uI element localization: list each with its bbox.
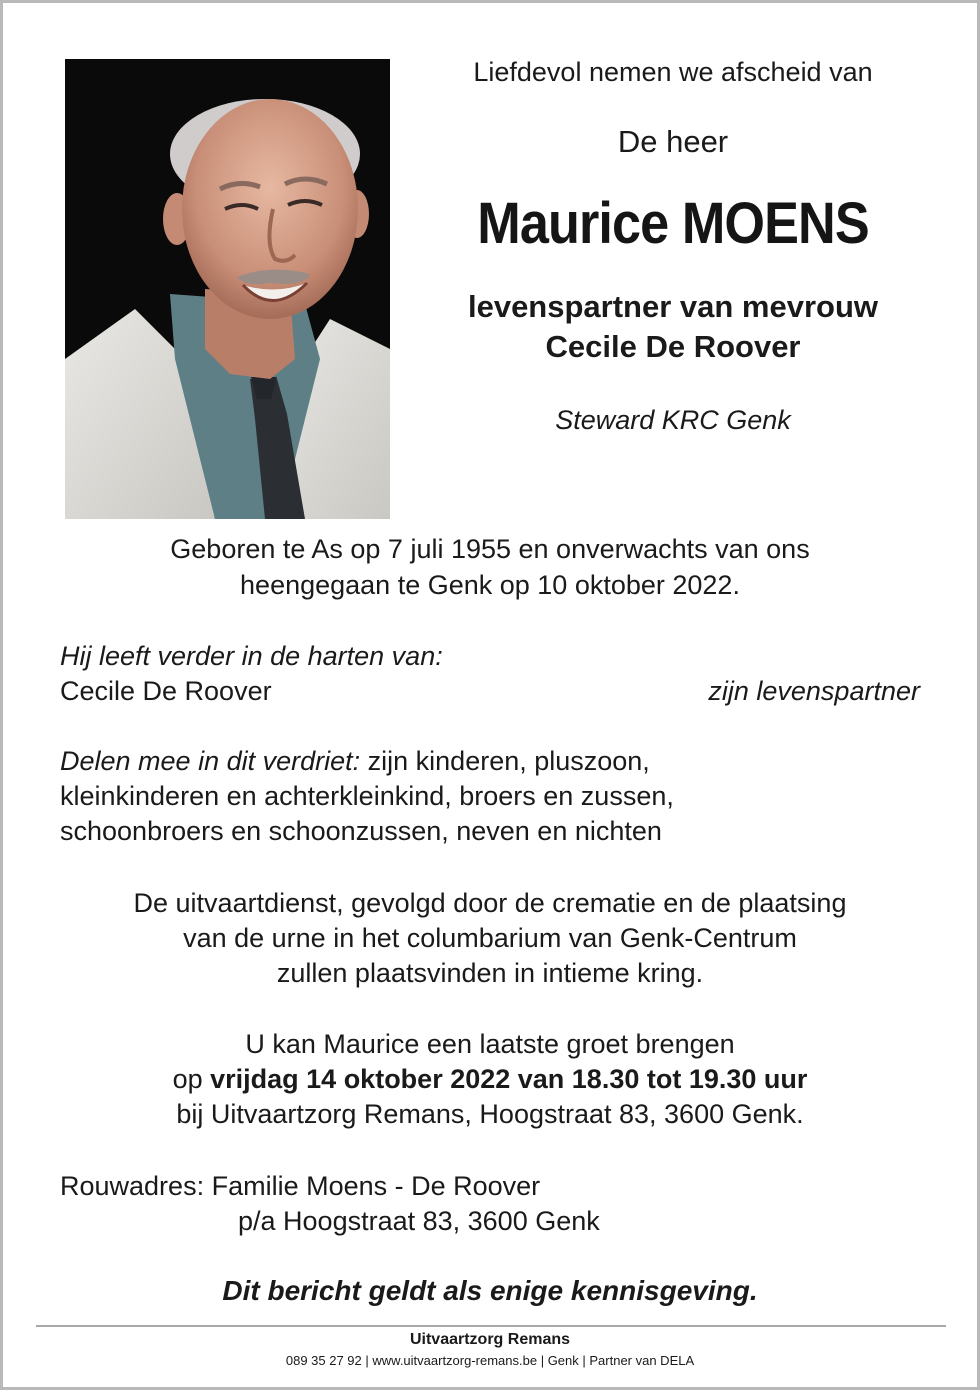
partner-line-1: levenspartner van mevrouw: [467, 289, 879, 324]
survivors-block: [60, 639, 920, 709]
visit-line-3: bij Uitvaartzorg Remans, Hoogstraat 83, 3600 Genk.: [176, 1099, 804, 1129]
survivor-relation: zijn levenspartner: [708, 676, 920, 706]
footer-divider: [36, 1325, 946, 1327]
intro-text: Liefdevol nemen we afscheid van: [473, 57, 873, 87]
header-block: [403, 53, 943, 436]
birth-death-text: [3, 531, 977, 603]
visit-prefix: op: [172, 1064, 211, 1094]
final-note: Dit bericht geldt als enige kennisgeving.: [222, 1275, 758, 1306]
sharing-line-2: kleinkinderen en achterkleinkind, broers en zussen,: [60, 781, 674, 811]
service-line-3: zullen plaatsvinden in intieme kring.: [276, 958, 704, 988]
survivor-name: Cecile De Roover: [60, 676, 272, 706]
visit-line-1: U kan Maurice een laatste groet brengen: [245, 1029, 735, 1059]
sharing-line-3: schoonbroers en schoonzussen, neven en nichten: [60, 816, 662, 846]
role-text: Steward KRC Genk: [555, 405, 791, 435]
sharing-line-1-rest: zijn kinderen, pluszoon,: [360, 746, 650, 776]
service-line-2: van de urne in het columbarium van Genk-Centrum: [183, 923, 797, 953]
survivors-heading: Hij leeft verder in de harten van:: [60, 641, 443, 671]
visit-line-2: [3, 1062, 977, 1097]
sharing-line-1: [60, 744, 920, 779]
footer-info: 089 35 27 92 | www.uitvaartzorg-remans.be | Genk | Partner van DELA: [285, 1353, 695, 1368]
born-line-1: Geboren te As op 7 juli 1955 en onverwachts van ons: [170, 534, 810, 564]
visit-block: [3, 1027, 977, 1132]
service-block: [3, 886, 977, 991]
visit-datetime: vrijdag 14 oktober 2022 van 18.30 tot 19.30 uur: [210, 1064, 808, 1094]
address-block: [60, 1169, 920, 1239]
sharing-block: [60, 744, 920, 849]
portrait-photo: [65, 59, 390, 519]
address-line-1: Rouwadres: Familie Moens - De Roover: [60, 1171, 541, 1201]
salutation: De heer: [617, 124, 729, 159]
born-line-2: heengegaan te Genk op 10 oktober 2022.: [240, 570, 740, 600]
partner-line-2: Cecile De Roover: [545, 329, 801, 364]
survivor-row: [60, 674, 920, 709]
sharing-lead: Delen mee in dit verdriet:: [60, 746, 361, 776]
deceased-name: Maurice MOENS: [477, 191, 869, 256]
service-line-1: De uitvaartdienst, gevolgd door de crematie en de plaatsing: [133, 888, 847, 918]
address-line-2: p/a Hoogstraat 83, 3600 Genk: [238, 1206, 600, 1236]
footer-title: Uitvaartzorg Remans: [409, 1331, 571, 1348]
partner-block: [403, 287, 943, 367]
